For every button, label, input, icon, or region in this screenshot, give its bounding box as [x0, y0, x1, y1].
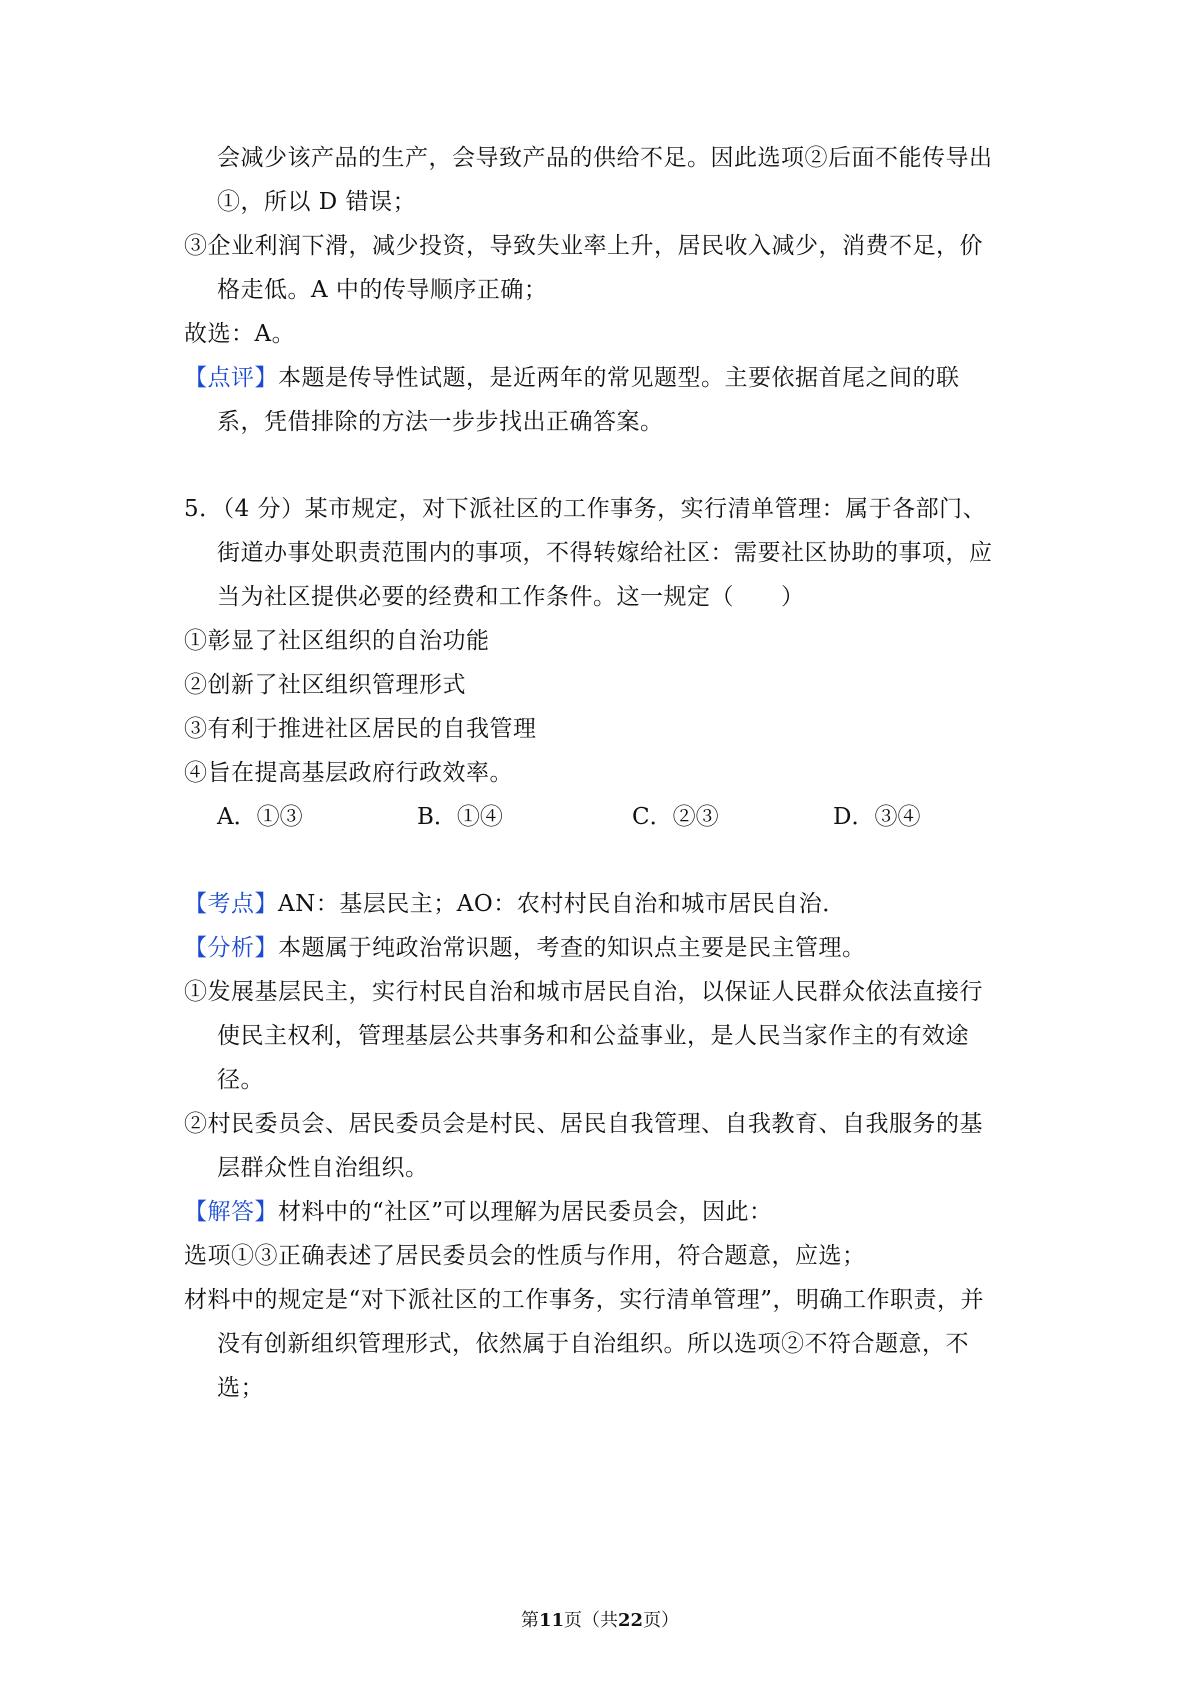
- kaodian-tag: 【考点】: [184, 891, 278, 917]
- option-c: C．②③: [632, 804, 719, 830]
- statement-item: ③有利于推进社区居民的自我管理: [184, 716, 537, 742]
- page-footer: [0, 1609, 1200, 1633]
- question-stem-line: 街道办事处职责范围内的事项，不得转嫁给社区：需要社区协助的事项，应: [217, 540, 993, 566]
- analysis-line: ①，所以 D 错误；: [217, 189, 417, 215]
- fenxi-line: ①发展基层民主，实行村民自治和城市居民自治，以保证人民群众依法直接行: [184, 979, 983, 1005]
- kaodian-paragraph: [184, 889, 846, 919]
- statement-item: ④旨在提高基层政府行政效率。: [184, 760, 513, 786]
- review-paragraph: [184, 363, 960, 393]
- review-text: 本题是传导性试题，是近两年的常见题型。主要依据首尾之间的联: [278, 365, 960, 391]
- jieda-line: 选项①③正确表述了居民委员会的性质与作用，符合题意，应选；: [184, 1243, 866, 1269]
- option-d: D．③④: [833, 804, 921, 830]
- review-tag: 【点评】: [184, 365, 278, 391]
- jieda-paragraph: [184, 1197, 773, 1227]
- fenxi-paragraph: [184, 933, 866, 963]
- analysis-line: 会减少该产品的生产，会导致产品的供给不足。因此选项②后面不能传导出: [217, 145, 993, 171]
- footer-page-number: 11: [538, 1610, 564, 1631]
- footer-middle: 页（共: [564, 1610, 618, 1631]
- statement-item: ②创新了社区组织管理形式: [184, 672, 466, 698]
- statement-item: ①彰显了社区组织的自治功能: [184, 628, 490, 654]
- option-b: B．①④: [417, 804, 503, 830]
- footer-suffix: 页）: [643, 1610, 680, 1631]
- fenxi-line: 使民主权利，管理基层公共事务和和公益事业，是人民当家作主的有效途: [217, 1023, 969, 1049]
- question-stem-line: 当为社区提供必要的经费和工作条件。这一规定（ ）: [217, 584, 805, 610]
- jieda-tag: 【解答】: [184, 1199, 278, 1225]
- footer-prefix: 第: [520, 1610, 539, 1631]
- analysis-line: 格走低。A 中的传导顺序正确；: [217, 277, 548, 303]
- fenxi-line: 层群众性自治组织。: [217, 1155, 429, 1181]
- jieda-line: 选；: [217, 1375, 264, 1401]
- kaodian-text: AN：基层民主；AO：农村村民自治和城市居民自治．: [278, 891, 846, 917]
- fenxi-tag: 【分析】: [184, 935, 278, 961]
- answer-line: 故选：A。: [184, 321, 296, 347]
- option-a: A．①③: [217, 804, 303, 830]
- jieda-text: 材料中的“社区”可以理解为居民委员会，因此：: [278, 1199, 773, 1225]
- footer-total-pages: 22: [618, 1610, 644, 1631]
- jieda-line: 没有创新组织管理形式，依然属于自治组织。所以选项②不符合题意，不: [217, 1331, 969, 1357]
- question-stem-line: 5．（4 分）某市规定，对下派社区的工作事务，实行清单管理：属于各部门、: [184, 496, 987, 522]
- review-line: 系，凭借排除的方法一步步找出正确答案。: [217, 409, 664, 435]
- fenxi-text: 本题属于纯政治常识题，考查的知识点主要是民主管理。: [278, 935, 866, 961]
- fenxi-line: 径。: [217, 1067, 264, 1093]
- fenxi-line: ②村民委员会、居民委员会是村民、居民自我管理、自我教育、自我服务的基: [184, 1111, 983, 1137]
- jieda-line: 材料中的规定是“对下派社区的工作事务，实行清单管理”，明确工作职责，并: [184, 1287, 985, 1313]
- analysis-line: ③企业利润下滑，减少投资，导致失业率上升，居民收入减少，消费不足，价: [184, 233, 983, 259]
